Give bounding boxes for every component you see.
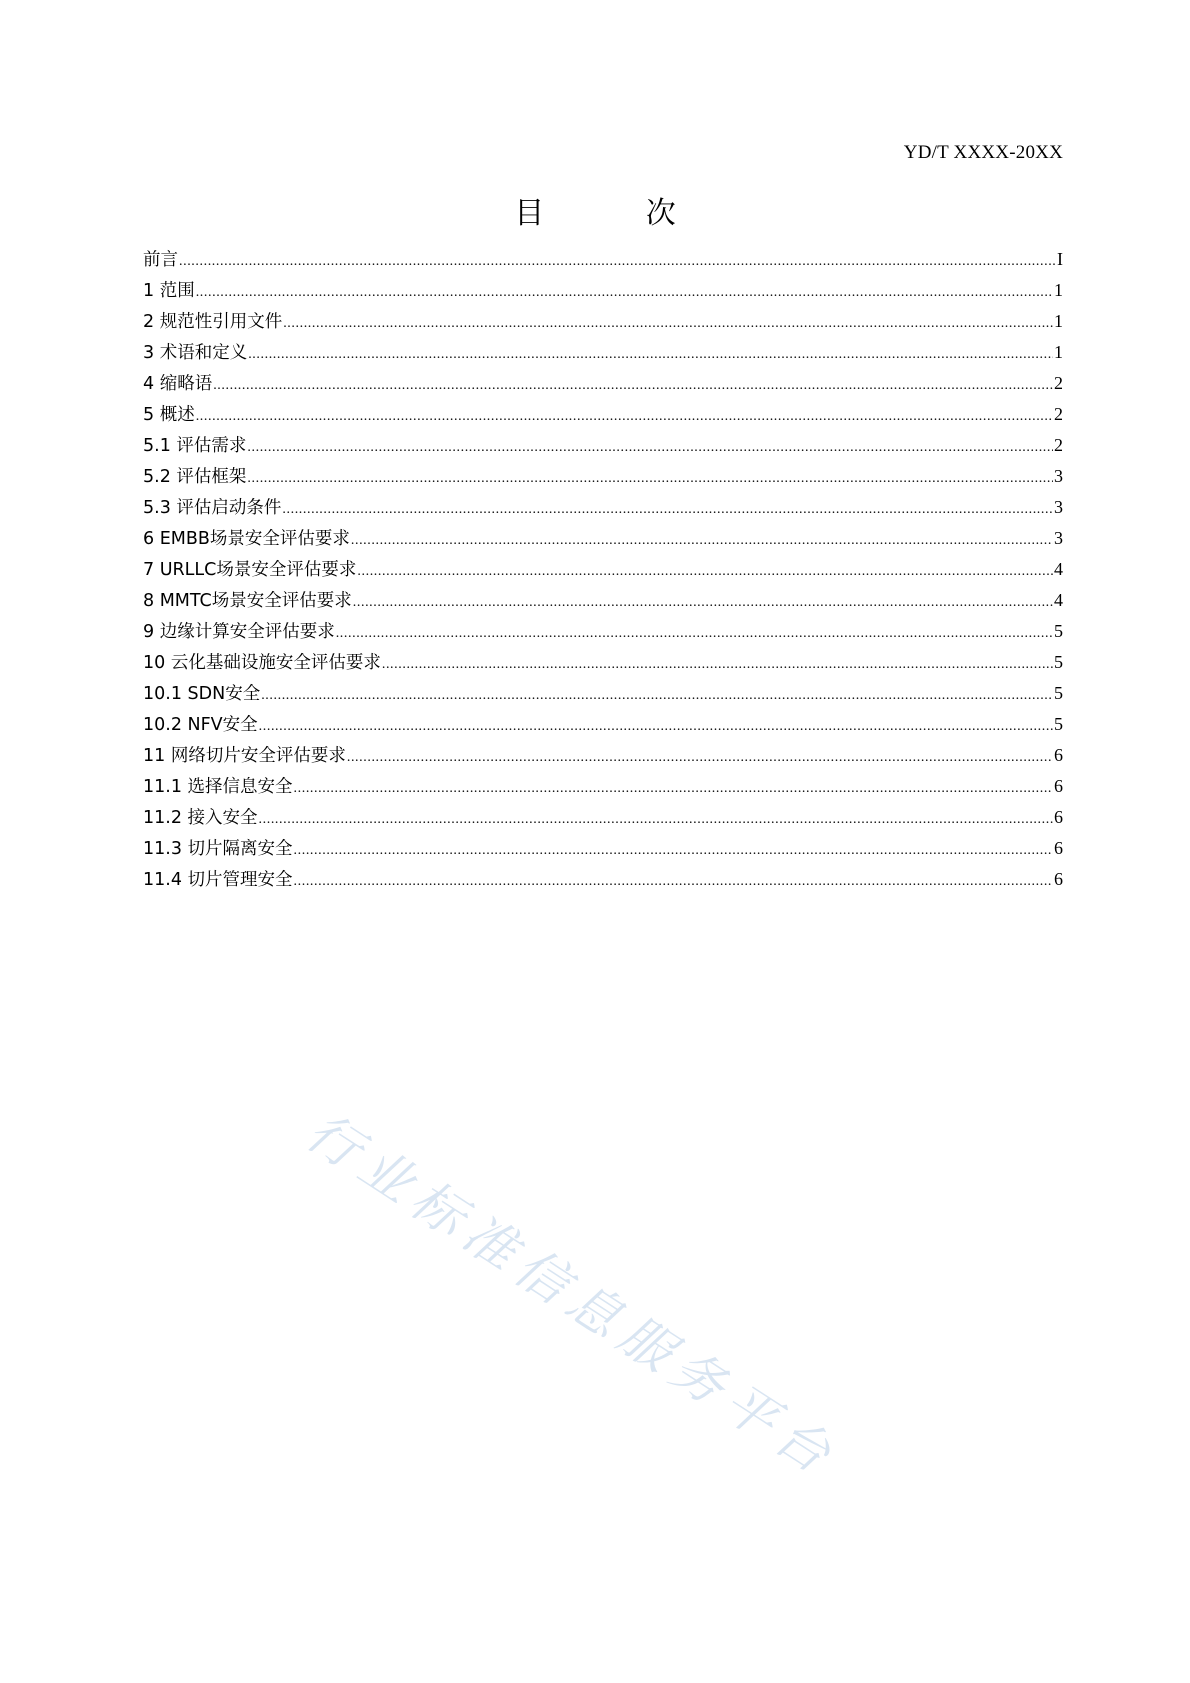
toc-leader-dots xyxy=(213,370,1053,401)
toc-entry-page: 6 xyxy=(1054,869,1063,889)
toc-entry-label: 11.1 选择信息安全 xyxy=(143,777,293,797)
toc-entry-label: 11 网络切片安全评估要求 xyxy=(143,746,346,766)
toc-entry-label: 11.2 接入安全 xyxy=(143,808,258,828)
toc-list xyxy=(143,244,1063,895)
toc-leader-dots xyxy=(196,401,1053,432)
toc-entry-page: 3 xyxy=(1054,497,1063,517)
toc-entry[interactable] xyxy=(143,337,1063,368)
toc-entry-label: 5.3 评估启动条件 xyxy=(143,498,282,518)
toc-entry-label: 10.1 SDN安全 xyxy=(143,684,261,704)
toc-entry-label: 3 术语和定义 xyxy=(143,343,248,363)
toc-entry-page: I xyxy=(1057,249,1063,269)
toc-entry-page: 2 xyxy=(1054,435,1063,455)
toc-entry[interactable] xyxy=(143,802,1063,833)
toc-leader-dots xyxy=(259,711,1053,742)
toc-entry[interactable] xyxy=(143,275,1063,306)
toc-entry-page: 5 xyxy=(1054,621,1063,641)
toc-entry-page: 6 xyxy=(1054,776,1063,796)
toc-entry-page: 4 xyxy=(1054,559,1063,579)
toc-entry-label: 5 概述 xyxy=(143,405,195,425)
toc-entry[interactable] xyxy=(143,461,1063,492)
toc-entry-label: 8 MMTC场景安全评估要求 xyxy=(143,591,352,611)
toc-entry-label: 前言 xyxy=(143,250,178,270)
toc-entry[interactable] xyxy=(143,492,1063,523)
toc-entry[interactable] xyxy=(143,740,1063,771)
toc-entry-page: 3 xyxy=(1054,528,1063,548)
toc-leader-dots xyxy=(382,649,1053,680)
toc-leader-dots xyxy=(351,525,1053,556)
toc-leader-dots xyxy=(357,556,1053,587)
toc-entry-label: 4 缩略语 xyxy=(143,374,213,394)
toc-entry-label: 6 EMBB场景安全评估要求 xyxy=(143,529,350,549)
toc-entry-page: 5 xyxy=(1054,714,1063,734)
toc-leader-dots xyxy=(283,308,1053,339)
toc-leader-dots xyxy=(247,432,1053,463)
toc-entry[interactable] xyxy=(143,709,1063,740)
toc-entry[interactable] xyxy=(143,399,1063,430)
toc-entry-label: 1 范围 xyxy=(143,281,195,301)
toc-entry[interactable] xyxy=(143,678,1063,709)
toc-entry[interactable] xyxy=(143,864,1063,895)
toc-entry-label: 7 URLLC场景安全评估要求 xyxy=(143,560,357,580)
toc-entry[interactable] xyxy=(143,430,1063,461)
watermark-text: 行业标准信息服务平台 xyxy=(295,1101,849,1490)
toc-leader-dots xyxy=(353,587,1053,618)
toc-entry[interactable] xyxy=(143,616,1063,647)
toc-entry-page: 5 xyxy=(1054,683,1063,703)
toc-title: 目 次 xyxy=(514,196,722,231)
toc-leader-dots xyxy=(347,742,1053,773)
toc-entry-label: 2 规范性引用文件 xyxy=(143,312,283,332)
toc-entry-label: 5.1 评估需求 xyxy=(143,436,247,456)
toc-leader-dots xyxy=(259,804,1053,835)
toc-leader-dots xyxy=(294,866,1053,897)
toc-leader-dots xyxy=(282,494,1053,525)
toc-entry-label: 11.4 切片管理安全 xyxy=(143,870,293,890)
toc-entry-label: 11.3 切片隔离安全 xyxy=(143,839,293,859)
toc-entry-label: 10 云化基础设施安全评估要求 xyxy=(143,653,381,673)
toc-entry[interactable] xyxy=(143,771,1063,802)
toc-entry-label: 5.2 评估框架 xyxy=(143,467,247,487)
toc-entry[interactable] xyxy=(143,647,1063,678)
toc-entry-page: 6 xyxy=(1054,838,1063,858)
toc-leader-dots xyxy=(196,277,1053,308)
toc-entry-page: 3 xyxy=(1054,466,1063,486)
toc-entry-page: 4 xyxy=(1054,590,1063,610)
toc-entry-page: 1 xyxy=(1054,342,1063,362)
toc-leader-dots xyxy=(336,618,1053,649)
toc-entry[interactable] xyxy=(143,523,1063,554)
toc-entry-page: 6 xyxy=(1054,745,1063,765)
toc-entry-page: 1 xyxy=(1054,311,1063,331)
toc-entry[interactable] xyxy=(143,554,1063,585)
toc-leader-dots xyxy=(248,339,1053,370)
toc-leader-dots xyxy=(179,246,1056,277)
document-code: YD/T XXXX-20XX xyxy=(903,142,1063,163)
toc-entry[interactable] xyxy=(143,368,1063,399)
toc-entry-label: 9 边缘计算安全评估要求 xyxy=(143,622,335,642)
toc-entry-page: 1 xyxy=(1054,280,1063,300)
toc-entry[interactable] xyxy=(143,306,1063,337)
toc-entry-page: 2 xyxy=(1054,373,1063,393)
toc-entry[interactable] xyxy=(143,244,1063,275)
toc-leader-dots xyxy=(294,773,1053,804)
toc-entry-label: 10.2 NFV安全 xyxy=(143,715,258,735)
toc-entry[interactable] xyxy=(143,833,1063,864)
toc-entry-page: 2 xyxy=(1054,404,1063,424)
toc-entry-page: 5 xyxy=(1054,652,1063,672)
toc-leader-dots xyxy=(261,680,1053,711)
toc-entry-page: 6 xyxy=(1054,807,1063,827)
toc-leader-dots xyxy=(247,463,1053,494)
toc-leader-dots xyxy=(294,835,1053,866)
toc-entry[interactable] xyxy=(143,585,1063,616)
